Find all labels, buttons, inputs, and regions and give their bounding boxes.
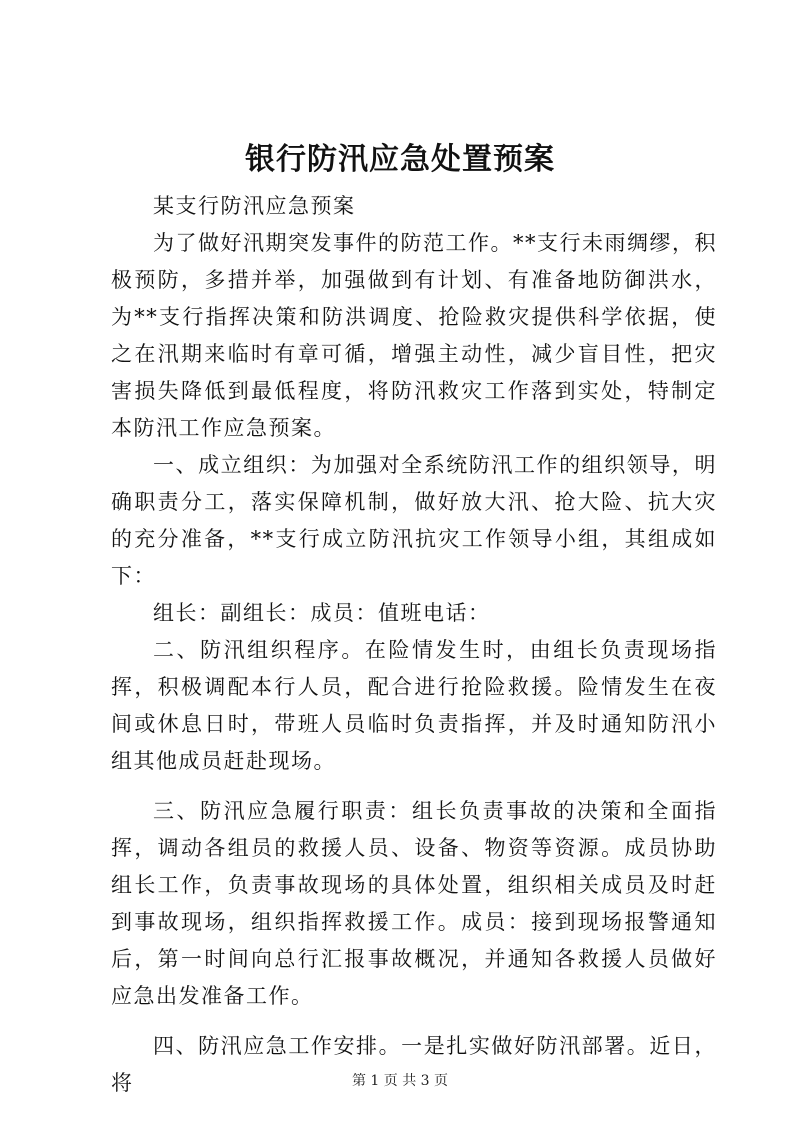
paragraph-section-3: 三、防汛应急履行职责：组长负责事故的决策和全面指挥，调动各组员的救援人员、设备、物资等资源。成员协助组长工作，负责事故现场的具体处置，组织相关成员及时赶到事故现场，组织指挥救援工作。成员：接到现场报警通知后，第一时间向总行汇报事故概况，并通知各救援人员做好应急出发准备工作。: [111, 799, 717, 1008]
paragraph-members: 组长：副组长：成员：值班电话：: [153, 601, 491, 625]
paragraph-subtitle: 某支行防汛应急预案: [153, 194, 356, 218]
page-number-footer: 第 1 页 共 3 页: [351, 1073, 449, 1089]
paragraph-intro: 为了做好汛期突发事件的防范工作。**支行未雨绸缪，积极预防，多措并举，加强做到有计划、有准备地防御洪水，为**支行指挥决策和防洪调度、抢险救灾提供科学依据，使之在汛期来临时有章可循，增强主动性，减少盲目性，把灾害损失降低到最低程度，将防汛救灾工作落到实处，特制定本防汛工作应急预案。: [111, 231, 717, 440]
paragraph-section-4: 四、防汛应急工作安排。一是扎实做好防汛部署。近日，将: [111, 1034, 717, 1095]
paragraph-section-2: 二、防汛组织程序。在险情发生时，由组长负责现场指挥，积极调配本行人员，配合进行抢险救援。险情发生在夜间或休息日时，带班人员临时负责指挥，并及时通知防汛小组其他成员赶赴现场。: [111, 638, 717, 773]
document-title: 银行防汛应急处置预案: [245, 142, 555, 177]
paragraph-section-1: 一、成立组织：为加强对全系统防汛工作的组织领导，明确职责分工，落实保障机制，做好放大汛、抢大险、抗大灾的充分准备，**支行成立防汛抗灾工作领导小组，其组成如下：: [111, 453, 717, 588]
document-body: [111, 188, 717, 1102]
